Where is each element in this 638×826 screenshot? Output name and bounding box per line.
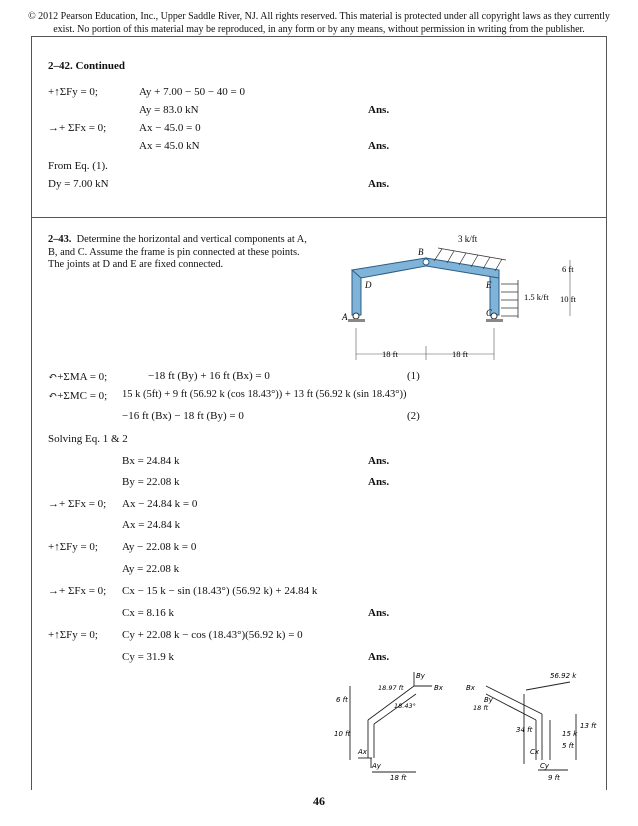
sketch-r-cy: Cy xyxy=(540,762,550,770)
sketch-l-ay: Ay xyxy=(372,762,381,770)
ground-a xyxy=(348,319,365,322)
p242-eq-2: Ax − 45.0 = 0 xyxy=(139,122,201,134)
right-border xyxy=(606,36,607,790)
p243-tag-2: (2) xyxy=(407,410,420,422)
label-dim-right: 18 ft xyxy=(452,349,468,359)
load-line-top xyxy=(438,248,506,260)
p242-sum-0: +↑ΣFy = 0; xyxy=(48,86,98,98)
sketch-r-15k: 15 k xyxy=(562,730,578,738)
p243-eq-11: Cx = 8.16 k xyxy=(122,607,175,619)
p242-sum-2: →+ ΣFx = 0; xyxy=(48,122,107,134)
p243-ans-5: Ans. xyxy=(368,476,390,488)
p242-ans-3: Ans. xyxy=(368,140,390,152)
sketch-l-bx: Bx xyxy=(434,684,443,692)
p243-eq-8: Ay − 22.08 k = 0 xyxy=(122,541,197,553)
problem-243-number: 2–43. xyxy=(48,234,72,245)
sketch-r-5ft: 5 ft xyxy=(562,742,574,750)
p243-eq-12: Cy + 22.08 k − cos (18.43°)(56.92 k) = 0 xyxy=(122,629,303,641)
label-dim-left: 18 ft xyxy=(382,349,398,359)
p243-tag-0: (1) xyxy=(407,370,420,382)
p243-sum-1: ↶+ΣMC = 0; xyxy=(48,390,108,402)
copyright-notice: © 2012 Pearson Education, Inc., Upper Saddle River, NJ. All rights reserved. This material is protected under all copyright laws as they currently exist. No portion of this material may be reproduced, in any form or by any means, without permission in writing from the publisher. xyxy=(28,11,610,35)
p242-ans-1: Ans. xyxy=(368,104,390,116)
problem-242-heading: 2–42. Continued xyxy=(48,60,126,72)
ground-c xyxy=(486,319,503,322)
p243-eq-0: −18 ft (By) + 16 ft (Bx) = 0 xyxy=(148,370,270,382)
sketch-r-load: 56.92 k xyxy=(550,672,577,680)
p243-eq-2: −16 ft (Bx) − 18 ft (By) = 0 xyxy=(122,410,244,422)
label-dim-10: 10 ft xyxy=(560,294,576,304)
p243-eq-5: By = 22.08 k xyxy=(122,476,180,488)
p243-eq-6: Ax − 24.84 k = 0 xyxy=(122,498,198,510)
page-number: 46 xyxy=(313,794,325,808)
pin-b xyxy=(423,259,429,265)
top-border xyxy=(31,36,607,37)
label-d: D xyxy=(365,280,372,290)
p243-eq-10: Cx − 15 k − sin (18.43°) (56.92 k) + 24.84 k xyxy=(122,585,318,597)
sketch-r-18ft: 18 ft xyxy=(473,704,489,712)
p243-eq-4: Bx = 24.84 k xyxy=(122,455,180,467)
label-c: C xyxy=(486,308,493,318)
p243-sum-6: →+ ΣFx = 0; xyxy=(48,498,107,510)
sketch-l-angle: 18.43° xyxy=(394,702,416,710)
free-body-sketches xyxy=(328,668,603,784)
label-a: A xyxy=(342,312,348,322)
sketch-l-10ft: 10 ft xyxy=(334,730,351,738)
sketch-l-length: 18.97 ft xyxy=(378,684,404,692)
sketch-l-by: By xyxy=(416,672,425,680)
label-load-top: 3 k/ft xyxy=(458,234,478,244)
load-arrows-side xyxy=(501,284,518,316)
p243-sum-12: +↑ΣFy = 0; xyxy=(48,629,98,641)
p242-from-eq: From Eq. (1). xyxy=(48,160,108,172)
p242-eq-0: Ay + 7.00 − 50 − 40 = 0 xyxy=(139,86,245,98)
frame-figure xyxy=(330,228,592,368)
p243-eq-1: 15 k (5ft) + 9 ft (56.92 k (cos 18.43°)) + 13 ft (56.92 k (sin 18.43°)) xyxy=(122,389,407,400)
p243-solving: Solving Eq. 1 & 2 xyxy=(48,433,128,445)
p243-sum-10: →+ ΣFx = 0; xyxy=(48,585,107,597)
label-b: B xyxy=(418,247,424,257)
sketch-l-18ft: 18 ft xyxy=(390,774,407,782)
label-e: E xyxy=(486,280,492,290)
sketch-r-cx: Cx xyxy=(530,748,540,756)
p243-sum-8: +↑ΣFy = 0; xyxy=(48,541,98,553)
sketch-r-34ft: 34 ft xyxy=(516,726,533,734)
pin-a xyxy=(353,313,359,319)
p242-eq-3: Ax = 45.0 kN xyxy=(139,140,200,152)
label-dim-6: 6 ft xyxy=(562,264,574,274)
p243-eq-7: Ax = 24.84 k xyxy=(122,519,181,531)
p242-dy-ans: Ans. xyxy=(368,178,390,190)
left-border xyxy=(31,36,32,790)
p243-ans-4: Ans. xyxy=(368,455,390,467)
p243-eq-9: Ay = 22.08 k xyxy=(122,563,180,575)
sketch-r-by: By xyxy=(484,696,493,704)
problem-243-text: Determine the horizontal and vertical components at A, B, and C. Assume the frame is pin connected at these points. The joints at D and E are fixed connected. xyxy=(48,234,307,270)
p242-dy: Dy = 7.00 kN xyxy=(48,178,109,190)
p243-sum-0: ↶+ΣMA = 0; xyxy=(48,371,108,383)
section-divider xyxy=(31,217,607,218)
sketch-r-bx: Bx xyxy=(466,684,475,692)
p243-eq-13: Cy = 31.9 k xyxy=(122,651,175,663)
sketch-r-9ft: 9 ft xyxy=(548,774,560,782)
p242-eq-1: Ay = 83.0 kN xyxy=(139,104,199,116)
left-rafter xyxy=(352,258,426,278)
problem-243-statement xyxy=(48,234,308,272)
sketch-r-13ft: 13 ft xyxy=(580,722,597,730)
label-load-side: 1.5 k/ft xyxy=(524,292,549,302)
p243-ans-13: Ans. xyxy=(368,651,390,663)
sketch-l-6ft: 6 ft xyxy=(336,696,348,704)
p243-ans-11: Ans. xyxy=(368,607,390,619)
sketch-l-ax: Ax xyxy=(358,748,367,756)
